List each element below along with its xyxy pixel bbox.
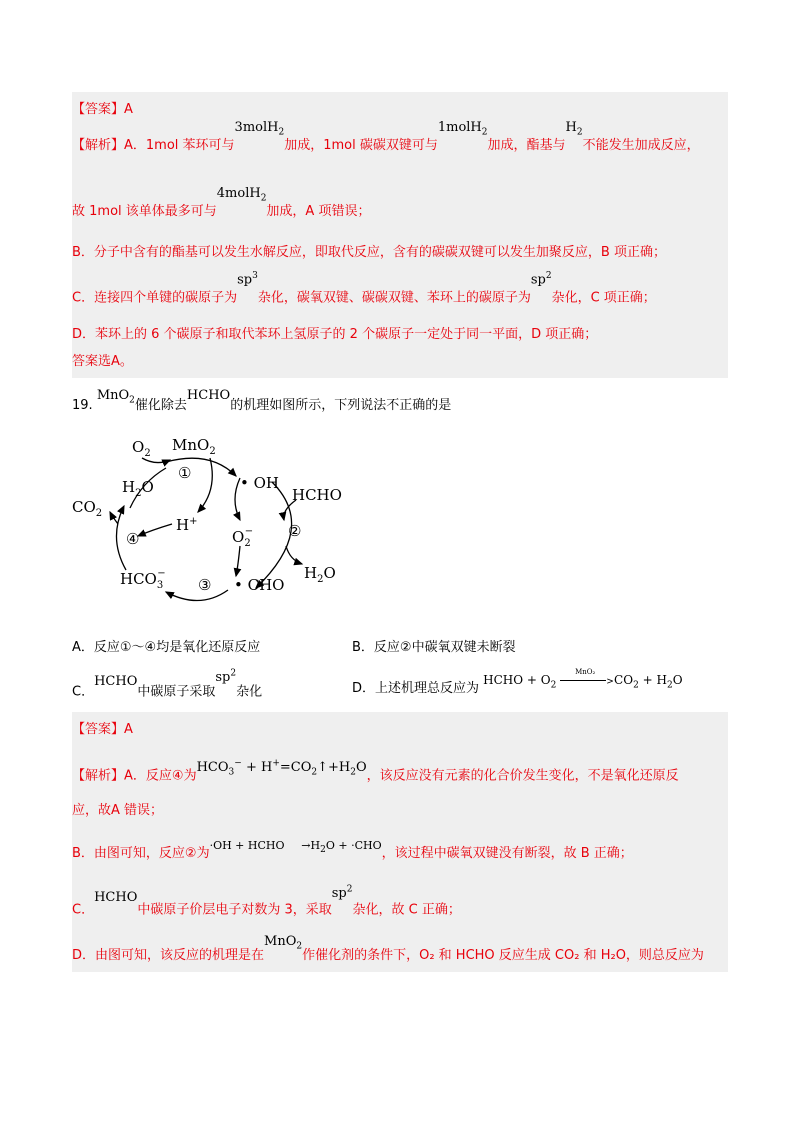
text-segment: 杂化，C 项正确； — [551, 290, 656, 306]
formula-reaction-4: $HCO_3^-$ + $H^+=CO_2↑+H_2O$ — [196, 759, 367, 778]
formula-h2: $H_2$ — [565, 120, 583, 138]
label-h2o-bottom: $H_2O$ — [304, 564, 336, 585]
text-segment: 中碳原子采取 — [137, 684, 216, 700]
text-segment: 加成，1mol 碳碳双键可与 — [284, 138, 438, 153]
answer-label: 【答案】A — [72, 722, 133, 737]
formula-hcho: HCHO — [94, 674, 138, 690]
arrow-top-arc — [166, 458, 236, 476]
arrow-o2minus-cho — [236, 546, 240, 576]
label-o2: $O_2$ — [132, 438, 151, 459]
label-co2: $CO_2$ — [72, 498, 103, 519]
option-label: C． — [72, 684, 95, 700]
formula-1molh2: 1molH$_2$ — [437, 120, 488, 138]
formula-4molh2: 4molH$_2$ — [216, 186, 267, 204]
formula-3molh2: 3molH$_2$ — [234, 120, 285, 138]
formula-sp2: $sp^2$ — [215, 669, 237, 686]
text-segment: C． — [72, 902, 95, 918]
analysis-line-a — [72, 759, 679, 789]
text-segment: 的机理如图所示，下列说法不正确的是 — [230, 398, 452, 413]
formula-sp2: $sp^2$ — [530, 271, 552, 288]
text-segment: D．由图可知，该反应的机理是在 — [72, 948, 265, 963]
text-segment: 催化除去 — [134, 398, 187, 413]
option-a[interactable]: A．反应①～④均是氧化还原反应 — [72, 640, 261, 655]
analysis-line-a — [72, 120, 700, 159]
arrow-to-hplus — [198, 458, 212, 512]
label-h2o-top: $H_2O$ — [122, 478, 154, 499]
formula-reaction-2: ·OH + HCHO →H2O + ·CHO — [209, 839, 382, 856]
formula-mno2: MnO$_2$ — [264, 934, 303, 952]
text-segment: B．由图可知，反应②为 — [72, 846, 210, 861]
text-segment: A．1mol 苯环可与 — [124, 138, 235, 153]
catalyst-arrow: MnO₂ > — [560, 672, 610, 690]
text-segment: 故 1mol 该单体最多可与 — [72, 204, 217, 219]
question-stem — [72, 388, 452, 419]
text-segment: A．反应④为 — [124, 768, 197, 784]
text-segment: 不能发生加成反应， — [582, 138, 700, 153]
answer-block-1 — [72, 92, 728, 378]
option-d[interactable] — [352, 668, 683, 701]
analysis-line-c — [72, 271, 656, 306]
mechanism-diagram — [60, 420, 380, 620]
text-segment: ，该过程中碳氧双键没有断裂，故 B 正确； — [381, 846, 633, 861]
analysis-line-a-cont — [72, 186, 371, 225]
text-segment: 作催化剂的条件下，O₂ 和 HCHO 反应生成 CO₂ 和 H₂O，则总反应为 — [302, 948, 704, 963]
analysis-line-c — [72, 885, 461, 918]
arrow-co2-branch — [110, 512, 118, 524]
label-hplus: H+ — [176, 516, 198, 534]
formula-hcho: HCHO — [94, 890, 138, 906]
arrow-h2o-out — [286, 546, 302, 564]
text-segment: 中碳原子价层电子对数为 3，采取 — [137, 902, 332, 918]
circle-1: ① — [178, 464, 192, 482]
text-segment: D．上述机理总反应为 — [352, 681, 480, 696]
label-oh: • OH — [240, 474, 279, 492]
label-hcho: HCHO — [292, 486, 342, 504]
formula-total-reaction: HCHO + $O_2$ MnO₂ > $CO_2 + H_2O$ — [483, 668, 683, 691]
label-cho: • CHO — [234, 576, 285, 594]
answer-block-2 — [72, 712, 728, 972]
analysis-line-d — [72, 934, 704, 969]
question-number: 19. — [72, 398, 93, 413]
answer-label: 【答案】A — [72, 102, 133, 117]
option-b[interactable]: B．反应②中碳氧双键未断裂 — [352, 640, 516, 655]
arrow-right-arc — [256, 482, 292, 588]
circle-2: ② — [288, 522, 302, 540]
label-mno2: MnO$_2$ — [172, 436, 216, 457]
text-segment: 加成，A 项错误； — [266, 204, 371, 219]
label-hco3-minus: $HCO_3-$ — [120, 568, 166, 591]
arrow-bottom-arc — [166, 590, 228, 601]
formula-sp2: $sp^2$ — [331, 885, 353, 902]
arrow-hplus-left — [138, 524, 172, 536]
analysis-line-a-cont: 应，故A 错误； — [72, 803, 164, 818]
arrow-left-arc — [116, 506, 126, 570]
text-segment: 加成，酯基与 — [487, 138, 566, 153]
option-c[interactable] — [72, 669, 263, 700]
circle-3: ③ — [198, 576, 212, 594]
label-o2-minus: $O_2-$ — [232, 526, 254, 549]
text-segment: C．连接四个单键的碳原子为 — [72, 290, 238, 306]
text-segment: ，该反应没有元素的化合价发生变化，不是氧化还原反 — [366, 768, 679, 784]
analysis-line-d: D．苯环上的 6 个碳原子和取代苯环上氢原子的 2 个碳原子一定处于同一平面，D 项正确； — [72, 327, 598, 342]
formula-sp3: $sp^3$ — [237, 271, 258, 288]
text-segment: 杂化，碳氧双键、碳碳双键、苯环上的碳原子为 — [257, 290, 531, 306]
text-segment: 杂化 — [236, 684, 263, 700]
circle-4: ④ — [126, 530, 140, 548]
analysis-tag: 【解析】 — [72, 768, 125, 784]
formula-hcho: HCHO — [186, 388, 231, 403]
formula-mno2: MnO$_2$ — [96, 388, 135, 406]
conclusion-line: 答案选A。 — [72, 354, 133, 369]
text-segment: 杂化，故 C 正确； — [352, 902, 461, 918]
analysis-line-b — [72, 839, 633, 866]
analysis-line-b: B．分子中含有的酯基可以发生水解反应，即取代反应，含有的碳碳双键可以发生加聚反应，B 项正确； — [72, 245, 666, 260]
analysis-tag: 【解析】 — [72, 138, 125, 153]
